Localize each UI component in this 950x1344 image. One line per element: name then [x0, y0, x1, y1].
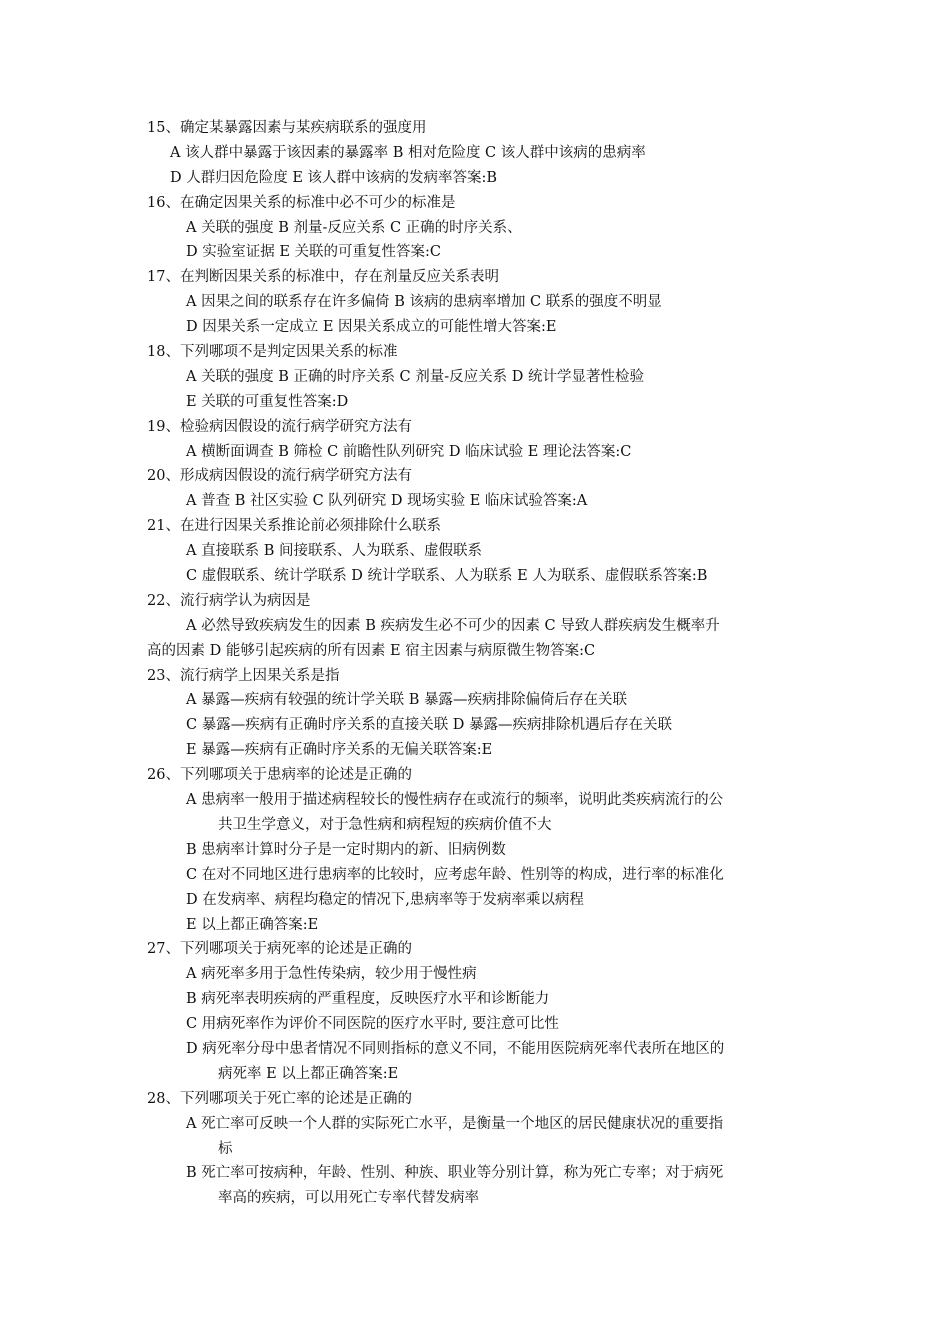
option-line: D 在发病率、病程均稳定的情况下,患病率等于发病率乘以病程 — [186, 891, 584, 908]
question-line: 高的因素 D 能够引起疾病的所有因素 E 宿主因素与病原微生物答案:C — [147, 642, 596, 659]
option-line: 标 — [218, 1140, 233, 1157]
option-line: B 病死率表明疾病的严重程度，反映医疗水平和诊断能力 — [186, 991, 550, 1008]
question-line: 27、下列哪项关于病死率的论述是正确的 — [147, 941, 412, 958]
question-line: 16、在确定因果关系的标准中必不可少的标准是 — [147, 194, 456, 211]
option-line: A 普查 B 社区实验 C 队列研究 D 现场实验 E 临床试验答案:A — [186, 493, 588, 510]
question-line: 22、流行病学认为病因是 — [147, 592, 311, 609]
question-line: 21、在进行因果关系推论前必须排除什么联系 — [147, 518, 441, 535]
option-line: C 虚假联系、统计学联系 D 统计学联系、人为联系 E 人为联系、虚假联系答案:B — [186, 568, 708, 585]
option-line: A 必然导致疾病发生的因素 B 疾病发生必不可少的因素 C 导致人群疾病发生概率升 — [186, 617, 720, 634]
question-line: 15、确定某暴露因素与某疾病联系的强度用 — [147, 120, 427, 136]
option-line: C 暴露—疾病有正确时序关系的直接关联 D 暴露—疾病排除机遇后存在关联 — [186, 717, 673, 734]
question-line: 23、流行病学上因果关系是指 — [147, 667, 340, 684]
option-line: D 实验室证据 E 关联的可重复性答案:C — [186, 244, 442, 261]
option-line: D 病死率分母中患者情况不同则指标的意义不同，不能用医院病死率代表所在地区的 — [186, 1040, 725, 1057]
question-line: 28、下列哪项关于死亡率的论述是正确的 — [147, 1090, 412, 1107]
option-line: A 因果之间的联系存在许多偏倚 B 该病的患病率增加 C 联系的强度不明显 — [186, 294, 662, 311]
option-line: 率高的疾病，可以用死亡专率代替发病率 — [218, 1190, 479, 1207]
option-line: B 死亡率可按病种，年龄、性别、种族、职业等分别计算，称为死亡专率；对于病死 — [186, 1165, 724, 1182]
option-line: A 患病率一般用于描述病程较长的慢性病存在或流行的频率，说明此类疾病流行的公 — [186, 792, 724, 809]
question-line: 17、在判断因果关系的标准中，存在剂量反应关系表明 — [147, 269, 499, 286]
question-line: 19、检验病因假设的流行病学研究方法有 — [147, 418, 412, 435]
option-line: E 暴露—疾病有正确时序关系的无偏关联答案:E — [186, 742, 493, 759]
question-line: 26、下列哪项关于患病率的论述是正确的 — [147, 767, 412, 784]
option-line: E 关联的可重复性答案:D — [186, 393, 349, 410]
option-line: A 关联的强度 B 剂量-反应关系 C 正确的时序关系、 — [186, 219, 522, 236]
option-line: D 人群归因危险度 E 该人群中该病的发病率答案:B — [170, 169, 498, 186]
option-line: A 死亡率可反映一个人群的实际死亡水平，是衡量一个地区的居民健康状况的重要指 — [186, 1115, 724, 1132]
option-line: A 暴露—疾病有较强的统计学关联 B 暴露—疾病排除偏倚后存在关联 — [186, 692, 627, 709]
option-line: A 直接联系 B 间接联系、人为联系、虚假联系 — [186, 543, 482, 560]
document-page — [0, 116, 950, 1211]
option-line: C 用病死率作为评价不同医院的医疗水平时, 要注意可比性 — [186, 1016, 559, 1033]
option-line: 病死率 E 以上都正确答案:E — [218, 1065, 399, 1082]
option-line: A 该人群中暴露于该因素的暴露率 B 相对危险度 C 该人群中该病的患病率 — [170, 144, 646, 161]
option-line: C 在对不同地区进行患病率的比较时，应考虑年龄、性别等的构成，进行率的标准化 — [186, 866, 724, 883]
option-line: D 因果关系一定成立 E 因果关系成立的可能性增大答案:E — [186, 319, 557, 336]
question-line: 20、形成病因假设的流行病学研究方法有 — [147, 468, 412, 485]
question-line: 18、下列哪项不是判定因果关系的标准 — [147, 344, 398, 361]
option-line: 共卫生学意义，对于急性病和病程短的疾病价值不大 — [218, 816, 552, 833]
option-line: A 病死率多用于急性传染病，较少用于慢性病 — [186, 966, 477, 983]
option-line: A 横断面调查 B 筛检 C 前瞻性队列研究 D 临床试验 E 理论法答案:C — [186, 443, 632, 460]
option-line: B 患病率计算时分子是一定时期内的新、旧病例数 — [186, 841, 506, 858]
option-line: E 以上都正确答案:E — [186, 916, 319, 933]
option-line: A 关联的强度 B 正确的时序关系 C 剂量-反应关系 D 统计学显著性检验 — [186, 368, 645, 385]
